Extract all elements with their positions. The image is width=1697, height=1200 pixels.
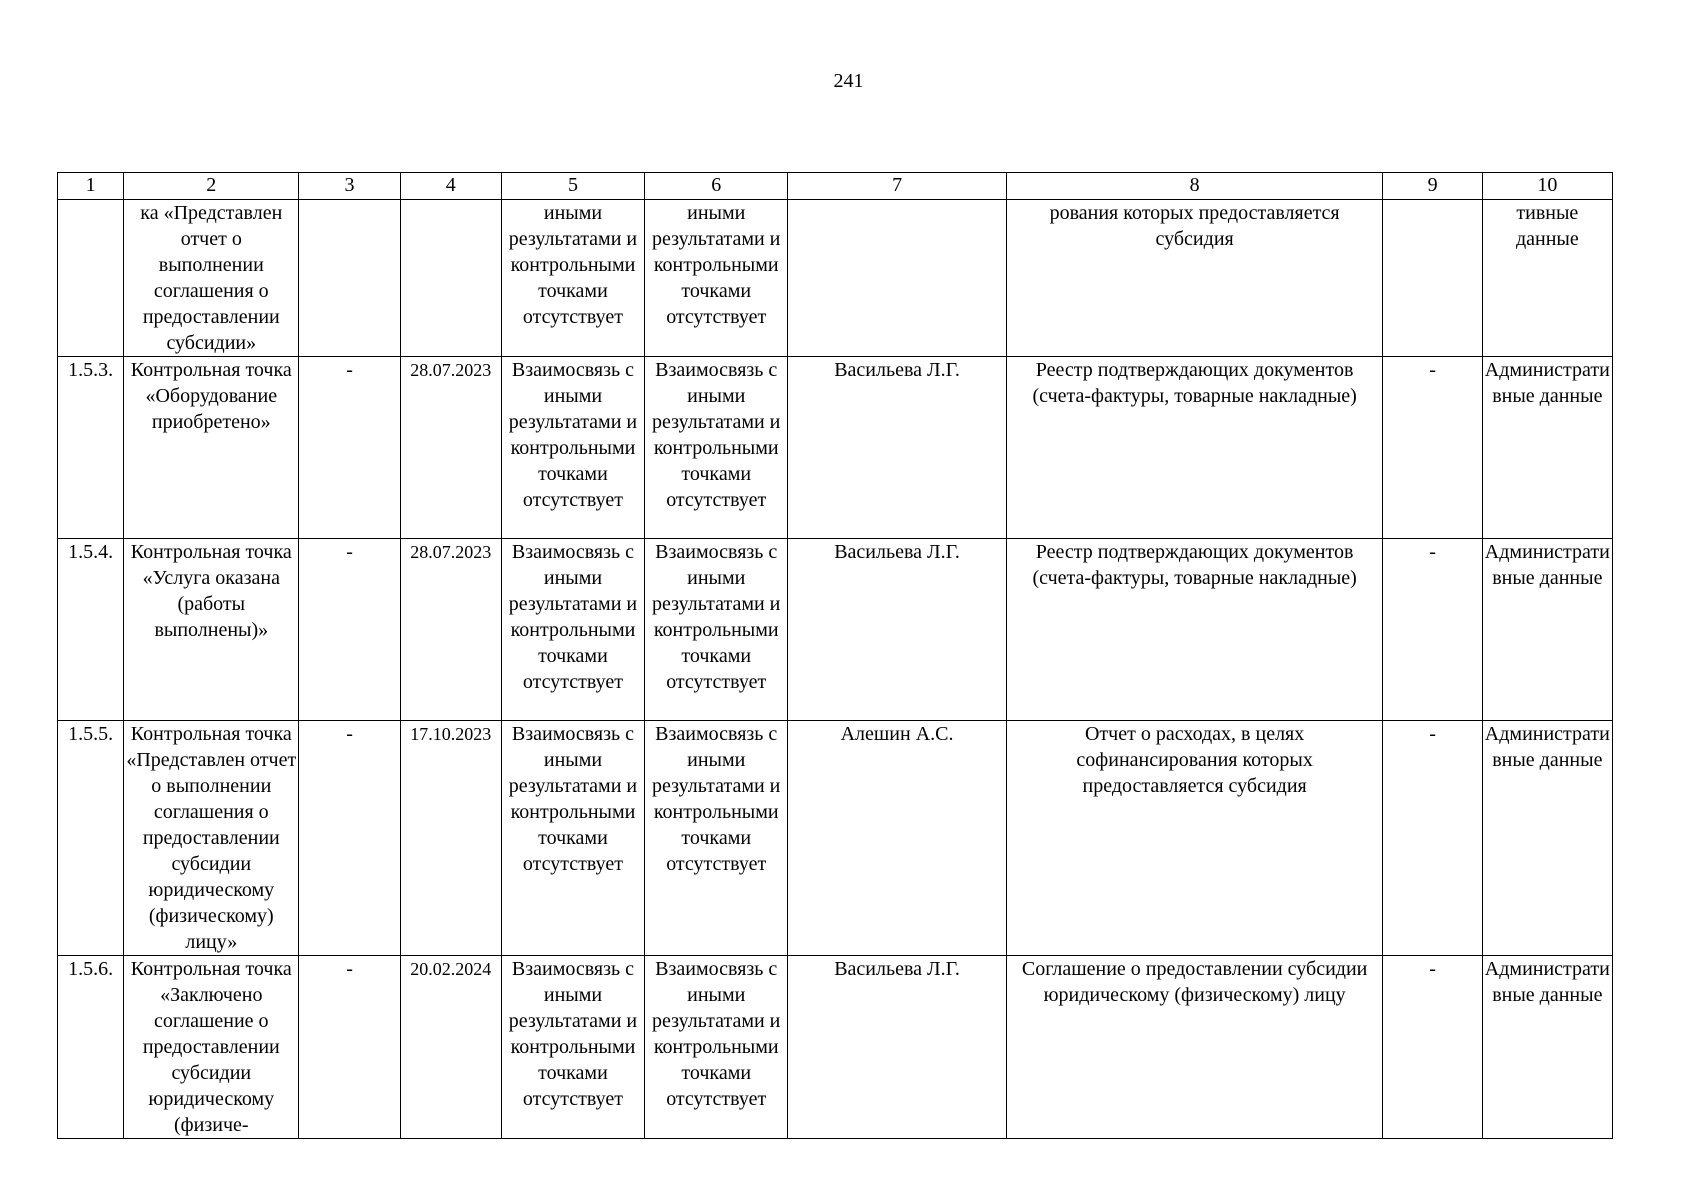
column-header: 9 bbox=[1383, 173, 1482, 200]
cell-source: тивные данные bbox=[1482, 200, 1612, 357]
cell-relation: Взаимосвязь с иными результатами и контрольными точками отсутствует bbox=[645, 956, 788, 1139]
cell-col9: - bbox=[1383, 539, 1482, 721]
cell-number bbox=[58, 200, 124, 357]
table-header-row bbox=[58, 173, 1613, 200]
cell-number: 1.5.6. bbox=[58, 956, 124, 1139]
cell-responsible bbox=[788, 200, 1006, 357]
data-table bbox=[57, 172, 1613, 1139]
column-header: 7 bbox=[788, 173, 1006, 200]
cell-relation: Взаимосвязь с иными результатами и контрольными точками отсутствует bbox=[501, 956, 644, 1139]
cell-relation: Взаимосвязь с иными результатами и контрольными точками отсутствует bbox=[501, 539, 644, 721]
column-header: 6 bbox=[645, 173, 788, 200]
cell-col9: - bbox=[1383, 721, 1482, 956]
cell-document: Реестр подтверждающих документов (счета-фактуры, товарные накладные) bbox=[1006, 357, 1383, 539]
cell-source: Административные данные bbox=[1482, 721, 1612, 956]
cell-relation: Взаимосвязь с иными результатами и контрольными точками отсутствует bbox=[645, 357, 788, 539]
column-header: 5 bbox=[501, 173, 644, 200]
cell-date: 28.07.2023 bbox=[400, 539, 501, 721]
cell-col9: - bbox=[1383, 357, 1482, 539]
table-row bbox=[58, 200, 1613, 357]
column-header: 3 bbox=[299, 173, 400, 200]
cell-col9 bbox=[1383, 200, 1482, 357]
column-header: 8 bbox=[1006, 173, 1383, 200]
table-row bbox=[58, 956, 1613, 1139]
cell-responsible: Васильева Л.Г. bbox=[788, 956, 1006, 1139]
cell-responsible: Алешин А.С. bbox=[788, 721, 1006, 956]
cell-relation: Взаимосвязь с иными результатами и контрольными точками отсутствует bbox=[645, 721, 788, 956]
table-row bbox=[58, 721, 1613, 956]
cell-source: Административные данные bbox=[1482, 956, 1612, 1139]
cell-number: 1.5.4. bbox=[58, 539, 124, 721]
cell-document: Реестр подтверждающих документов (счета-фактуры, товарные накладные) bbox=[1006, 539, 1383, 721]
cell-relation: Взаимосвязь с иными результатами и контрольными точками отсутствует bbox=[645, 539, 788, 721]
table-row bbox=[58, 539, 1613, 721]
cell-responsible: Васильева Л.Г. bbox=[788, 357, 1006, 539]
column-header: 10 bbox=[1482, 173, 1612, 200]
cell-col3: - bbox=[299, 539, 400, 721]
cell-source: Административные данные bbox=[1482, 539, 1612, 721]
cell-col9: - bbox=[1383, 956, 1482, 1139]
cell-document: Соглашение о предоставлении субсидии юридическому (физическому) лицу bbox=[1006, 956, 1383, 1139]
cell-document: рования которых предоставляется субсидия bbox=[1006, 200, 1383, 357]
cell-name: Контрольная точка «Услуга оказана (работы выполнены)» bbox=[124, 539, 299, 721]
cell-document: Отчет о расходах, в целях софинансирования которых предоставляется субсидия bbox=[1006, 721, 1383, 956]
cell-relation: Взаимосвязь с иными результатами и контрольными точками отсутствует bbox=[501, 357, 644, 539]
cell-col3: - bbox=[299, 721, 400, 956]
page-number: 241 bbox=[833, 70, 864, 92]
cell-date: 28.07.2023 bbox=[400, 357, 501, 539]
cell-name: Контрольная точка «Оборудование приобретено» bbox=[124, 357, 299, 539]
column-header: 4 bbox=[400, 173, 501, 200]
cell-col3 bbox=[299, 200, 400, 357]
column-header: 1 bbox=[58, 173, 124, 200]
cell-date: 20.02.2024 bbox=[400, 956, 501, 1139]
column-header: 2 bbox=[124, 173, 299, 200]
table-row bbox=[58, 357, 1613, 539]
cell-relation: иными результатами и контрольными точками отсутствует bbox=[501, 200, 644, 357]
cell-name: ка «Представлен отчет о выполнении соглашения о предоставлении субсидии» bbox=[124, 200, 299, 357]
cell-date: 17.10.2023 bbox=[400, 721, 501, 956]
cell-col3: - bbox=[299, 956, 400, 1139]
cell-source: Административные данные bbox=[1482, 357, 1612, 539]
cell-name: Контрольная точка «Заключено соглашение о предоставлении субсидии юридическому (физиче- bbox=[124, 956, 299, 1139]
cell-number: 1.5.5. bbox=[58, 721, 124, 956]
cell-number: 1.5.3. bbox=[58, 357, 124, 539]
cell-relation: иными результатами и контрольными точками отсутствует bbox=[645, 200, 788, 357]
cell-name: Контрольная точка «Представлен отчет о выполнении соглашения о предоставлении субсидии юридическому (физическому) лицу» bbox=[124, 721, 299, 956]
cell-responsible: Васильева Л.Г. bbox=[788, 539, 1006, 721]
cell-col3: - bbox=[299, 357, 400, 539]
cell-date bbox=[400, 200, 501, 357]
cell-relation: Взаимосвязь с иными результатами и контрольными точками отсутствует bbox=[501, 721, 644, 956]
